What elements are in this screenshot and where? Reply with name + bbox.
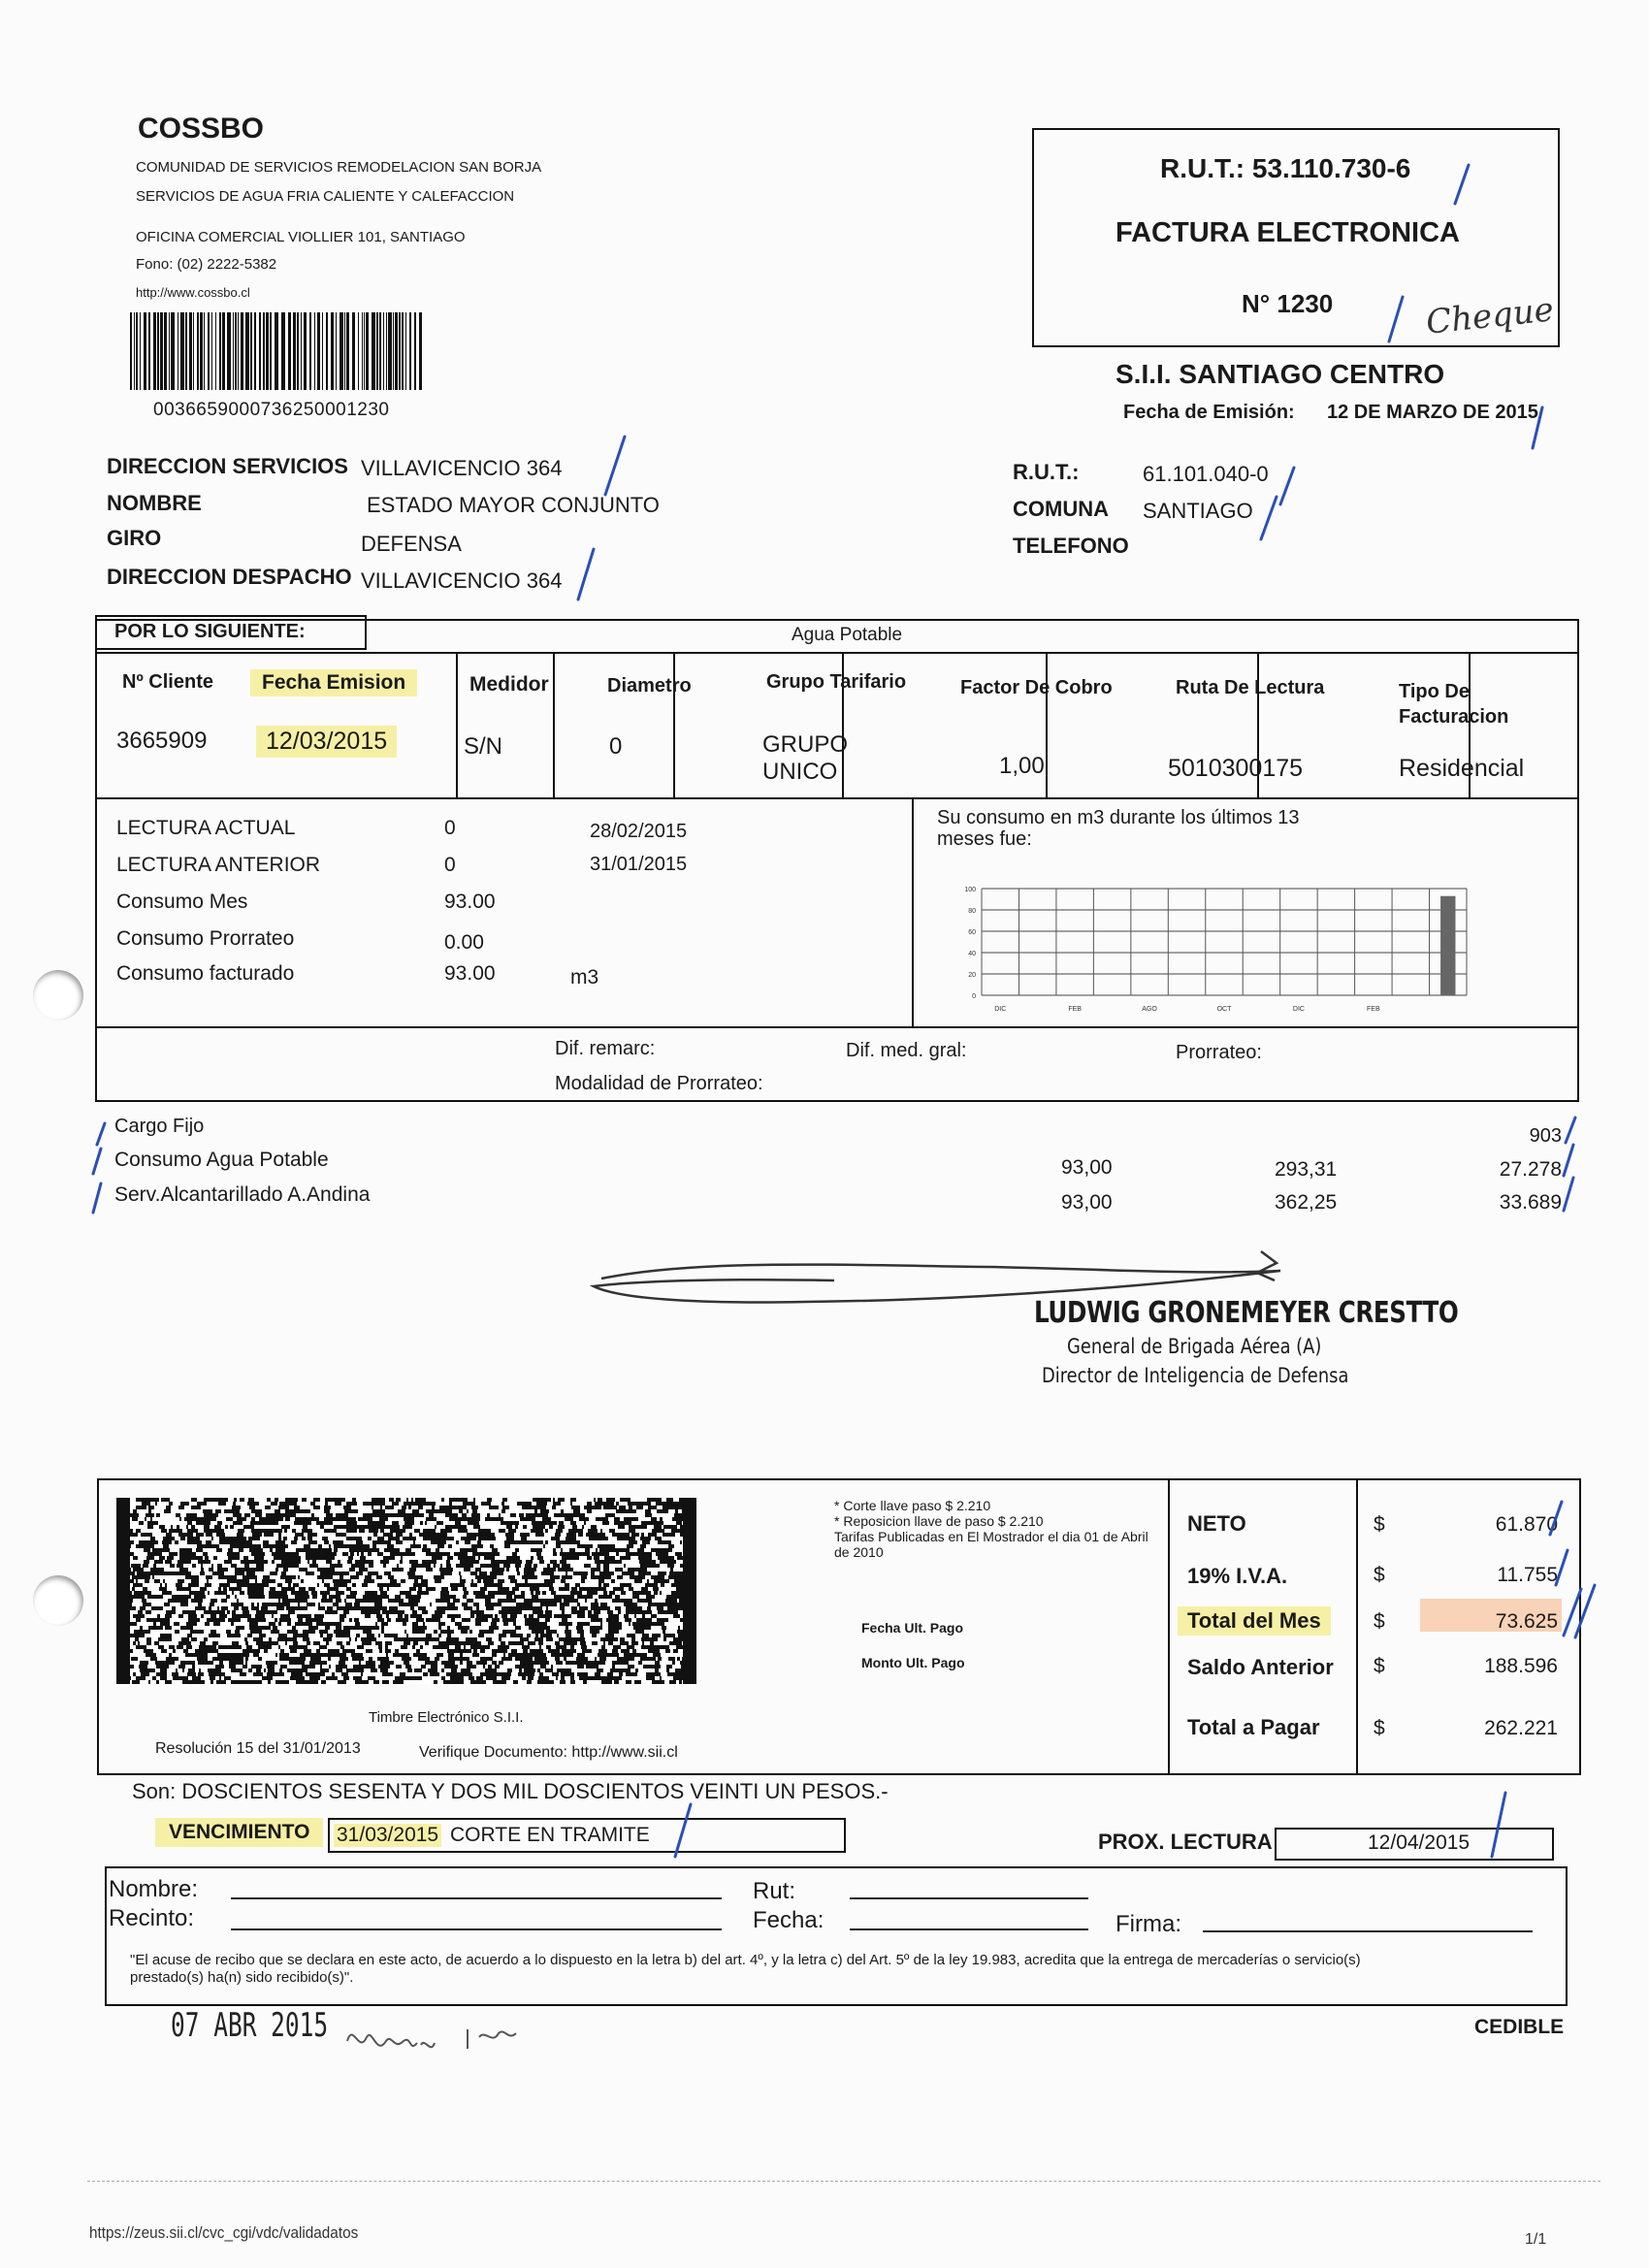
issue-date: 12 DE MARZO DE 2015 <box>1327 402 1538 423</box>
prox-lectura-date: 12/04/2015 <box>1368 1831 1471 1854</box>
charge-price-consumo: 293,31 <box>1275 1158 1338 1181</box>
receipt-legal-text: "El acuse de recibo que se declara en este acto, de acuerdo a lo dispuesto en la letra b) del art. 4º, y la letra c) del Art. 5º de la ley 19.983, acredita que la entrega de mercaderías o servicio(s) prestado(s) ha(n) sido recibido(s)". <box>130 1952 1361 1986</box>
total-label-iva: 19% I.V.A. <box>1187 1564 1288 1588</box>
charge-qty-consumo: 93,00 <box>1061 1156 1113 1179</box>
amount-in-words: Son: DOSCIENTOS SESENTA Y DOS MIL DOSCIENTOS VEINTI UN PESOS.- <box>132 1779 889 1803</box>
giro-label: GIRO <box>107 526 162 550</box>
receipt-rut-label: Rut: <box>753 1878 796 1904</box>
col-ruta-lectura: Ruta De Lectura <box>1176 677 1325 698</box>
total-amount-neto: 61.870 <box>1495 1513 1558 1536</box>
total-label-pagar: Total a Pagar <box>1187 1715 1320 1739</box>
charge-label-cargo-fijo: Cargo Fijo <box>114 1116 205 1137</box>
customer-giro: DEFENSA <box>361 532 462 556</box>
receipt-recinto-line[interactable] <box>231 1928 722 1930</box>
timbre-barcode <box>116 1498 696 1684</box>
val-cliente: 3665909 <box>116 728 208 754</box>
customer-name: ESTADO MAYOR CONJUNTO <box>367 493 660 517</box>
invoice-number: N° 1230 <box>1242 289 1334 318</box>
total-label-saldo: Saldo Anterior <box>1187 1655 1334 1679</box>
charge-amount-alcantarillado: 33.689 <box>1499 1191 1562 1214</box>
service-name: Agua Potable <box>792 625 903 645</box>
consumption-chart <box>941 875 1484 1022</box>
handwritten-initials <box>343 2012 547 2070</box>
total-amount-mes: 73.625 <box>1495 1610 1558 1633</box>
total-cur: $ <box>1374 1564 1385 1586</box>
company-line2: SERVICIOS DE AGUA FRIA CALIENTE Y CALEFACCION <box>136 188 515 205</box>
chart-ytick-label: 0 <box>972 993 976 1000</box>
reading-value: 0 <box>444 854 456 876</box>
received-stamp-date: 07 ABR 2015 <box>171 2006 329 2045</box>
val-diametro: 0 <box>609 733 623 760</box>
company-line1: COMUNIDAD DE SERVICIOS REMODELACION SAN BORJA <box>136 159 542 176</box>
chart-ytick-label: 40 <box>968 951 976 957</box>
chart-xtick-label: DIC <box>994 1006 1007 1013</box>
total-cur: $ <box>1374 1513 1385 1536</box>
cedible-label: CEDIBLE <box>1474 2016 1565 2038</box>
dispatch-address: VILLAVICENCIO 364 <box>361 568 563 593</box>
charge-amount-consumo: 27.278 <box>1499 1158 1562 1181</box>
reading-date: 28/02/2015 <box>590 821 688 842</box>
receipt-firma-label: Firma: <box>1116 1911 1181 1937</box>
receipt-firma-line[interactable] <box>1203 1930 1533 1932</box>
total-cur: $ <box>1374 1610 1385 1633</box>
reading-value: 0 <box>444 817 456 839</box>
total-label-neto: NETO <box>1187 1511 1246 1536</box>
resolucion: Resolución 15 del 31/01/2013 <box>155 1740 361 1757</box>
chart-ytick-label: 100 <box>964 887 976 893</box>
total-amount-saldo: 188.596 <box>1484 1655 1558 1677</box>
chart-xtick-label: FEB <box>1068 1006 1082 1013</box>
hole-punch <box>33 1575 83 1626</box>
charge-price-alcantarillado: 362,25 <box>1275 1191 1338 1214</box>
service-address-label: DIRECCION SERVICIOS <box>107 454 348 478</box>
reading-label: LECTURA ANTERIOR <box>116 854 321 876</box>
receipt-fecha-label: Fecha: <box>753 1907 824 1933</box>
val-ruta-lectura: 5010300175 <box>1168 755 1304 782</box>
company-web: http://www.cossbo.cl <box>136 285 250 300</box>
vencimiento-label: VENCIMIENTO <box>155 1818 323 1847</box>
chart-ytick-label: 80 <box>968 908 976 915</box>
last-payment-amount: Monto Ult. Pago <box>861 1655 965 1670</box>
sii-office: S.I.I. SANTIAGO CENTRO <box>1116 359 1445 389</box>
page-number: 1/1 <box>1525 2231 1547 2248</box>
company-office: OFICINA COMERCIAL VIOLLIER 101, SANTIAGO <box>136 229 466 245</box>
total-label-mes: Total del Mes <box>1178 1606 1331 1636</box>
name-label: NOMBRE <box>107 491 202 515</box>
reading-unit: m3 <box>570 966 599 988</box>
chart-xtick-label: OCT <box>1216 1006 1232 1013</box>
col-cliente: Nº Cliente <box>122 671 213 693</box>
reading-label: Consumo facturado <box>116 962 295 985</box>
comuna: SANTIAGO <box>1143 499 1253 523</box>
chart-xtick-label: AGO <box>1142 1006 1157 1013</box>
chart-caption: Su consumo en m3 durante los últimos 13 meses fue: <box>937 807 1300 850</box>
chart-ytick-label: 60 <box>968 929 976 936</box>
signer-rank: General de Brigada Aérea (A) <box>1067 1335 1322 1358</box>
invoice-rut: R.U.T.: 53.110.730-6 <box>1160 153 1411 183</box>
comuna-label: COMUNA <box>1013 497 1109 521</box>
val-medidor: S/N <box>464 733 503 760</box>
bottom-url: https://zeus.sii.cl/cvc_cgi/vdc/validadatos <box>89 2223 359 2242</box>
dispatch-label: DIRECCION DESPACHO <box>107 565 352 589</box>
hole-punch <box>33 970 83 1021</box>
col-fecha-emision: Fecha Emision <box>250 669 417 697</box>
col-medidor: Medidor <box>469 673 549 696</box>
vencimiento-note: CORTE EN TRAMITE <box>450 1824 650 1846</box>
totals-divider-mid <box>1356 1478 1358 1775</box>
handwritten-cheque: Cheque <box>1424 290 1556 342</box>
col-tipo-facturacion: Tipo De Facturacion <box>1399 681 1509 728</box>
note-corte: * Corte llave paso $ 2.210 <box>834 1498 991 1513</box>
receipt-fecha-line[interactable] <box>850 1928 1088 1930</box>
reading-label: Consumo Prorrateo <box>116 927 295 950</box>
receipt-nombre-label: Nombre: <box>109 1876 199 1902</box>
invoice-title: FACTURA ELECTRONICA <box>1116 217 1460 248</box>
chart-bar <box>1440 896 1455 995</box>
service-address: VILLAVICENCIO 364 <box>361 456 563 480</box>
signer-name: LUDWIG GRONEMEYER CRESTTO <box>1034 1296 1459 1330</box>
tear-line <box>87 2181 1600 2183</box>
prorrateo: Prorrateo: <box>1176 1042 1262 1063</box>
val-grupo-tarifario: GRUPO UNICO <box>762 731 849 785</box>
note-reposicion: * Reposicion llave de paso $ 2.210 <box>834 1513 1044 1529</box>
chart-xtick-label: FEB <box>1367 1006 1380 1013</box>
receipt-nombre-line[interactable] <box>231 1897 722 1899</box>
signer-role: Director de Inteligencia de Defensa <box>1042 1364 1349 1387</box>
total-cur: $ <box>1374 1655 1385 1677</box>
total-cur: $ <box>1374 1717 1385 1739</box>
customer-rut: 61.101.040-0 <box>1143 462 1269 486</box>
issue-date-label: Fecha de Emisión: <box>1123 402 1295 423</box>
col-grupo-tarifario: Grupo Tarifario <box>766 671 907 693</box>
customer-rut-label: R.U.T.: <box>1013 460 1080 484</box>
totals-divider-left <box>1168 1478 1170 1775</box>
company-phone: Fono: (02) 2222-5382 <box>136 256 277 273</box>
receipt-recinto-label: Recinto: <box>109 1905 195 1931</box>
reading-value: 93.00 <box>444 891 496 913</box>
verify-document: Verifique Documento: http://www.sii.cl <box>419 1744 678 1761</box>
val-factor-cobro: 1,00 <box>999 753 1045 779</box>
chart-xtick-label: DIC <box>1292 1006 1305 1013</box>
timbre-label: Timbre Electrónico S.I.I. <box>369 1709 524 1726</box>
charge-qty-alcantarillado: 93,00 <box>1061 1191 1113 1214</box>
total-amount-iva: 11.755 <box>1497 1564 1558 1586</box>
dif-med-gral: Dif. med. gral: <box>846 1040 967 1061</box>
reading-label: Consumo Mes <box>116 891 248 913</box>
vencimiento-date: 31/03/2015 <box>334 1824 441 1847</box>
reading-label: LECTURA ACTUAL <box>116 817 296 839</box>
total-amount-pagar: 262.221 <box>1484 1717 1558 1739</box>
reading-value: 0.00 <box>444 931 484 954</box>
note-tarifas: Tarifas Publicadas en El Mostrador el dia 01 de Abril de 2010 <box>834 1529 1148 1560</box>
readings-divider <box>912 799 914 1028</box>
reading-value: 93.00 <box>444 962 496 985</box>
val-fecha-emision: 12/03/2015 <box>256 726 397 758</box>
charge-amount-cargo-fijo: 903 <box>1529 1125 1562 1147</box>
prox-lectura-label: PROX. LECTURA <box>1098 1830 1273 1854</box>
phone-label: TELEFONO <box>1013 534 1129 558</box>
footer-notes <box>834 1498 1164 1560</box>
chart-ytick-label: 20 <box>968 972 976 979</box>
charge-label-consumo: Consumo Agua Potable <box>114 1149 329 1171</box>
dif-remarc: Dif. remarc: <box>555 1038 656 1059</box>
company-name: COSSBO <box>138 113 265 145</box>
barcode-image <box>130 312 431 390</box>
val-tipo-facturacion: Residencial <box>1399 755 1525 782</box>
charge-label-alcantarillado: Serv.Alcantarillado A.Andina <box>114 1183 371 1206</box>
reading-date: 31/01/2015 <box>590 854 688 875</box>
col-diametro: Diametro <box>607 675 692 697</box>
por-lo-siguiente: POR LO SIGUIENTE: <box>114 621 306 642</box>
receipt-rut-line[interactable] <box>850 1897 1088 1899</box>
modalidad-prorrateo: Modalidad de Prorrateo: <box>555 1073 763 1094</box>
col-factor-cobro: Factor De Cobro <box>960 677 1113 698</box>
last-payment-date: Fecha Ult. Pago <box>861 1620 964 1636</box>
barcode-number: 003665900073625000​1230 <box>153 400 390 420</box>
readings-bottom-line <box>95 1026 1579 1028</box>
